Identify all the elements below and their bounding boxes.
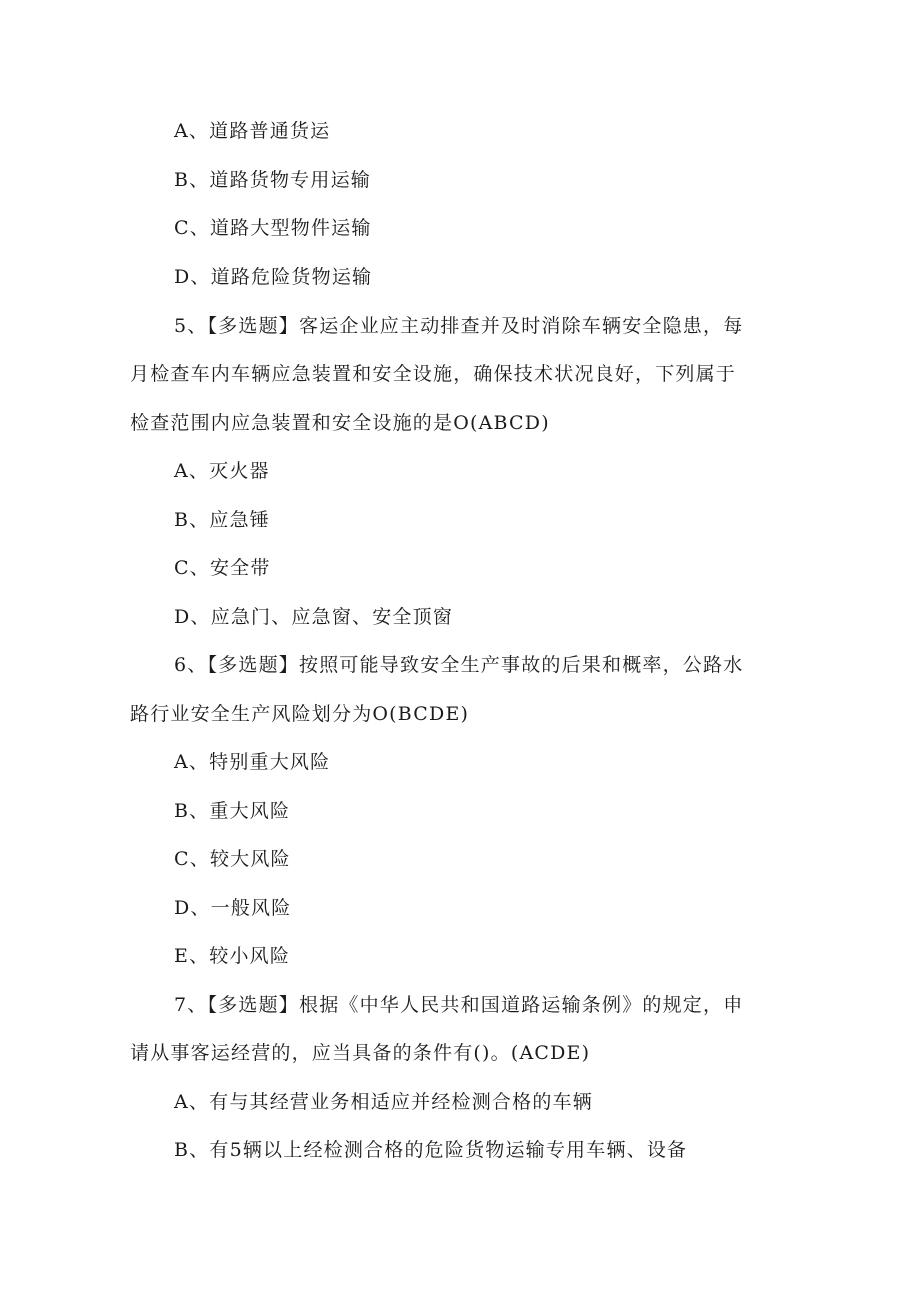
option-line: E、较小风险 xyxy=(174,945,291,967)
question-6-line-2: 路行业安全生产风险划分为O(BCDE) xyxy=(130,703,470,725)
question-6-line-1: 6、【多选题】按照可能导致安全生产事故的后果和概率，公路水 xyxy=(174,654,744,676)
option-line: B、重大风险 xyxy=(174,800,291,822)
option-line: A、有与其经营业务相适应并经检测合格的车辆 xyxy=(174,1091,593,1113)
option-line: D、应急门、应急窗、安全顶窗 xyxy=(174,606,454,628)
question-7-line-1: 7、【多选题】根据《中华人民共和国道路运输条例》的规定，申 xyxy=(174,994,744,1016)
option-line: C、道路大型物件运输 xyxy=(174,217,372,239)
option-line: A、灭火器 xyxy=(174,460,270,482)
option-line: C、较大风险 xyxy=(174,848,291,870)
option-line: B、道路货物专用运输 xyxy=(174,169,371,191)
option-line: D、道路危险货物运输 xyxy=(174,266,373,288)
option-line: C、安全带 xyxy=(174,557,271,579)
option-line: A、道路普通货运 xyxy=(174,120,331,142)
option-line: B、应急锤 xyxy=(174,509,270,531)
question-7-line-2: 请从事客运经营的，应当具备的条件有()。(ACDE) xyxy=(130,1042,591,1064)
option-line: D、一般风险 xyxy=(174,897,292,919)
question-5-line-2: 月检查车内车辆应急装置和安全设施，确保技术状况良好，下列属于 xyxy=(130,363,737,385)
option-line: B、有5辆以上经检测合格的危险货物运输专用车辆、设备 xyxy=(174,1139,688,1161)
option-line: A、特别重大风险 xyxy=(174,751,331,773)
question-5-line-3: 检查范围内应急装置和安全设施的是O(ABCD) xyxy=(130,412,550,434)
question-5-line-1: 5、【多选题】客运企业应主动排查并及时消除车辆安全隐患，每 xyxy=(174,315,744,337)
